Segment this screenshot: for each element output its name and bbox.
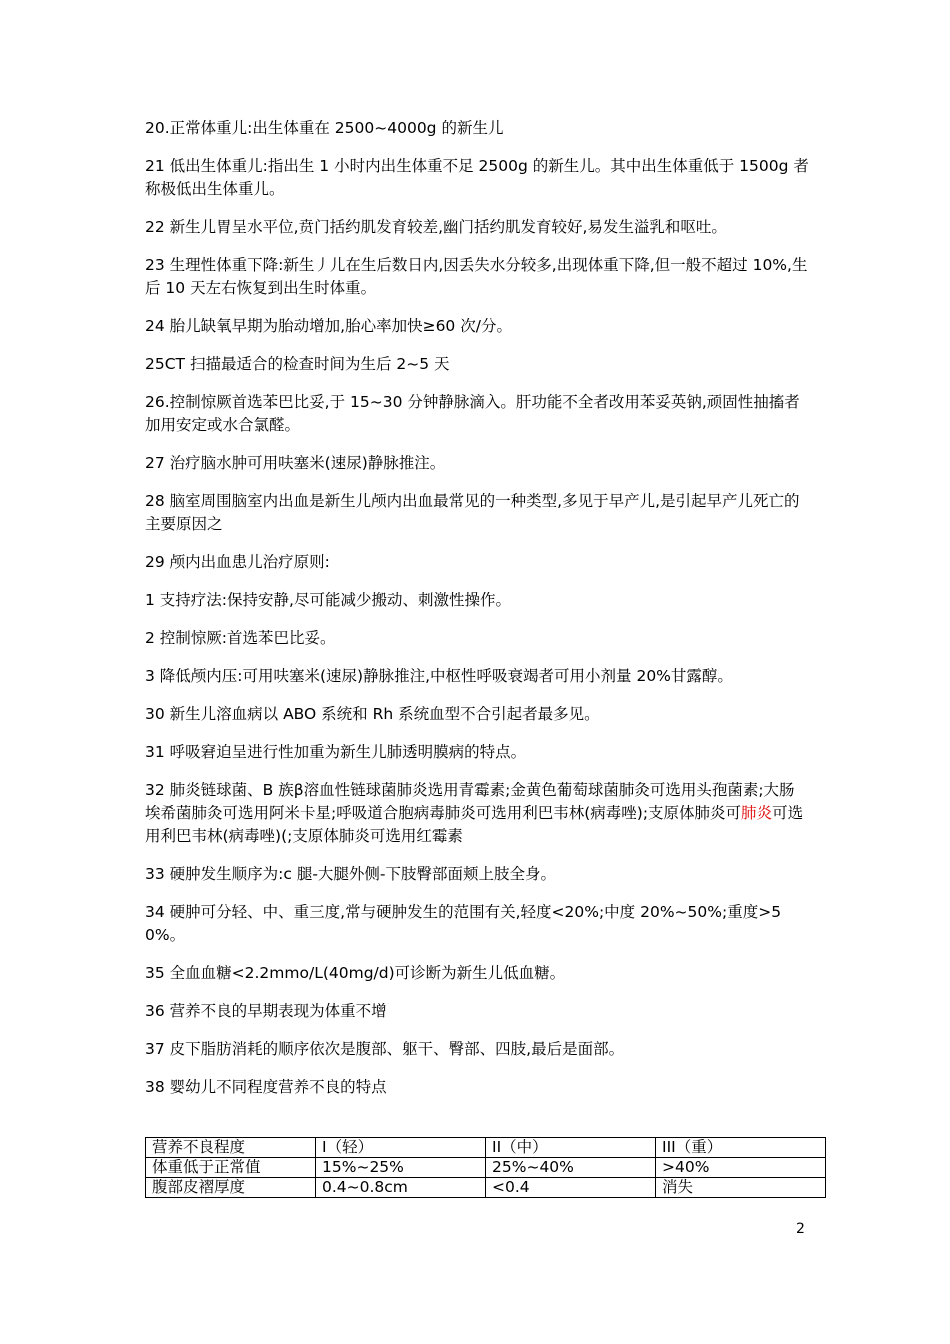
paragraph-37: 37 皮下脂肪消耗的顺序依次是腹部、躯干、臀部、四肢,最后是面部。	[145, 1040, 625, 1058]
paragraph-24: 24 胎儿缺氧早期为胎动增加,胎心率加快≥60 次/分。	[145, 317, 512, 335]
paragraph-35: 35 全血血糖<2.2mmo/L(40mg/d)可诊断为新生儿低血糖。	[145, 964, 566, 982]
paragraph-21: 21 低出生体重儿:指出生 1 小时内出生体重不足 2500g 的新生儿。其中出生体重低于 1500g 者称极低出生体重儿。	[145, 157, 809, 198]
paragraph-36: 36 营养不良的早期表现为体重不增	[145, 1002, 387, 1020]
table-cell: 0.4~0.8cm	[316, 1178, 486, 1198]
paragraph-29-item-3: 3 降低颅内压:可用呋塞米(速尿)静脉推注,中枢性呼吸衰竭者可用小剂量 20%甘露醇。	[145, 667, 733, 685]
table-header-cell: III（重）	[656, 1138, 826, 1158]
table-cell: <0.4	[486, 1178, 656, 1198]
paragraph-20: 20.正常体重儿:出生体重在 2500~4000g 的新生儿	[145, 119, 504, 137]
paragraph-32-text-before: 32 肺炎链球菌、B 族β溶血性链球菌肺炎选用青霉素;金黄色葡萄球菌肺灸可选用头孢菌素;大肠埃希菌肺灸可选用阿米卡星;呼吸道合胞病毒肺炎可选用利巴韦林(病毒唑);支原体肺炎可	[145, 781, 795, 822]
page-number: 2	[796, 1221, 805, 1237]
paragraph-32-text-after: 可选用利巴韦林(病毒唑)(;支原体肺炎可选用红霉素	[145, 804, 804, 845]
paragraph-23: 23 生理性体重下降:新生丿儿在生后数日内,因丢失水分较多,出现体重下降,但一般不超过 10%,生后 10 天左右恢复到出生时体重。	[145, 256, 808, 297]
table-cell: 消失	[656, 1178, 826, 1198]
table-row	[146, 1178, 826, 1198]
document-body	[145, 117, 810, 1114]
paragraph-28: 28 脑室周围脑室内出血是新生儿颅内出血最常见的一种类型,多见于早产儿,是引起早产儿死亡的主要原因之	[145, 492, 800, 533]
table-cell: 15%~25%	[316, 1158, 486, 1178]
paragraph-30: 30 新生儿溶血病以 ABO 系统和 Rh 系统血型不合引起者最多见。	[145, 705, 600, 723]
table-header-row	[146, 1138, 826, 1158]
paragraph-32-red-text: 肺炎	[741, 804, 773, 822]
paragraph-25: 25CT 扫描最适合的检查时间为生后 2~5 天	[145, 355, 450, 373]
paragraph-29: 29 颅内出血患儿治疗原则:	[145, 553, 330, 571]
paragraph-29-item-1: 1 支持疗法:保持安静,尽可能减少搬动、刺激性操作。	[145, 591, 511, 609]
table-header-cell: II（中）	[486, 1138, 656, 1158]
paragraph-32	[145, 779, 810, 848]
table-cell: 体重低于正常值	[146, 1158, 316, 1178]
paragraph-33: 33 硬肿发生顺序为:c 腿-大腿外侧-下肢臀部面颊上肢全身。	[145, 865, 557, 883]
paragraph-22: 22 新生儿胃呈水平位,贲门括约肌发育较差,幽门括约肌发育较好,易发生溢乳和呕吐。	[145, 218, 727, 236]
table-cell: 25%~40%	[486, 1158, 656, 1178]
paragraph-26: 26.控制惊厥首选苯巴比妥,于 15~30 分钟静脉滴入。肝功能不全者改用苯妥英钠,顽固性抽搐者加用安定或水合氯醛。	[145, 393, 800, 434]
table-cell: 腹部皮褶厚度	[146, 1178, 316, 1198]
table-cell: >40%	[656, 1158, 826, 1178]
table-header-cell: I（轻）	[316, 1138, 486, 1158]
table-header-cell: 营养不良程度	[146, 1138, 316, 1158]
paragraph-31: 31 呼吸窘迫呈进行性加重为新生儿肺透明膜病的特点。	[145, 743, 527, 761]
malnutrition-table	[145, 1137, 826, 1198]
paragraph-34: 34 硬肿可分轻、中、重三度,常与硬肿发生的范围有关,轻度<20%;中度 20%~50%;重度>50%。	[145, 903, 782, 944]
paragraph-38: 38 婴幼儿不同程度营养不良的特点	[145, 1078, 387, 1096]
paragraph-27: 27 治疗脑水肿可用呋塞米(速尿)静脉推注。	[145, 454, 446, 472]
paragraph-29-item-2: 2 控制惊厥:首选苯巴比妥。	[145, 629, 336, 647]
table-row	[146, 1158, 826, 1178]
